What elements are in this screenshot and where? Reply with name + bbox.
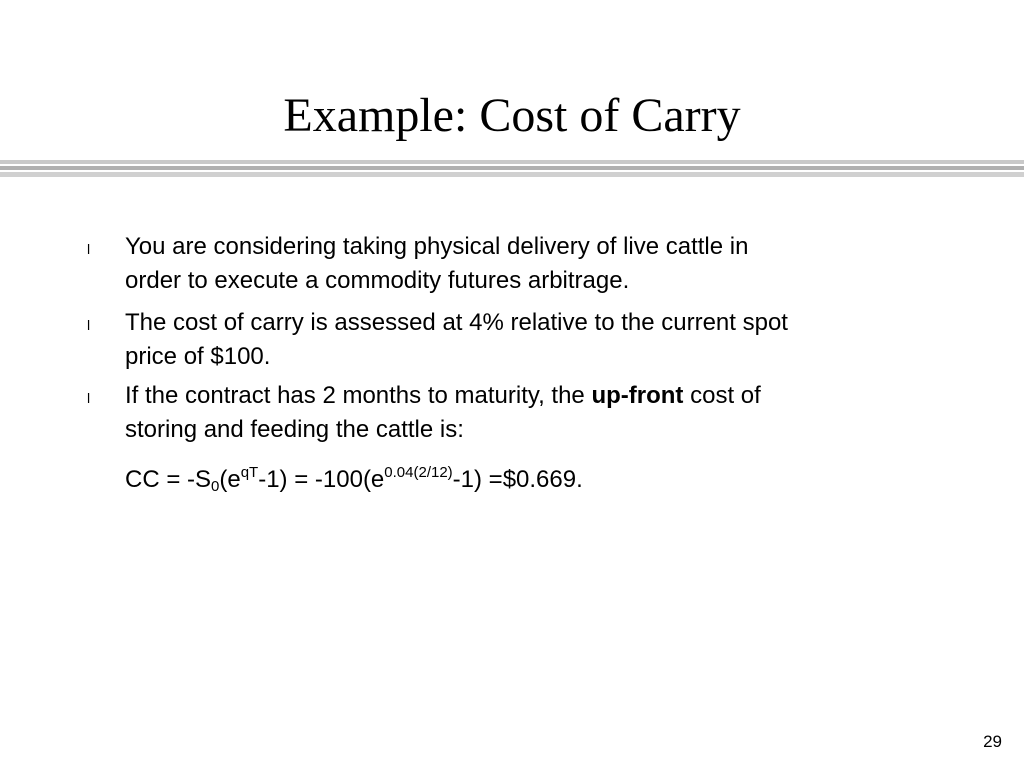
bullet-text	[125, 306, 925, 374]
bullet-icon: l	[87, 241, 91, 257]
formula-part: (e	[219, 466, 241, 493]
title-divider	[0, 160, 1024, 180]
divider-line	[0, 160, 1024, 164]
bullet-text	[125, 230, 925, 298]
bullet-icon: l	[87, 390, 91, 406]
bullet-text-line: If the contract has 2 months to maturity, the	[125, 382, 592, 409]
divider-line	[0, 166, 1024, 170]
bullet-icon: l	[87, 317, 91, 333]
formula-subscript: 0	[211, 478, 220, 495]
bullet-text-line: You are considering taking physical delivery of live cattle in	[125, 233, 749, 260]
formula-part: CC = -S	[125, 466, 212, 493]
bullet-text	[125, 379, 925, 447]
bullet-text-line: cost of	[683, 382, 761, 409]
bold-emphasis: up-front	[591, 382, 684, 409]
bullet-text-line: order to execute a commodity futures arbitrage.	[125, 267, 630, 294]
slide-title: Example: Cost of Carry	[283, 89, 741, 142]
bullet-text-line: storing and feeding the cattle is:	[125, 416, 464, 443]
formula-superscript: 0.04(2/12)	[384, 464, 453, 481]
page-number: 29	[983, 732, 1002, 751]
bullet-text-line: price of $100.	[125, 343, 271, 370]
formula-superscript: qT	[240, 464, 259, 481]
divider-line	[0, 172, 1024, 177]
formula-part: -1) =$0.669.	[452, 466, 583, 493]
formula-part: -1) = -100(e	[258, 466, 385, 493]
bullet-text-line: The cost of carry is assessed at 4% relative to the current spot	[125, 309, 788, 336]
cost-of-carry-formula	[125, 463, 583, 497]
